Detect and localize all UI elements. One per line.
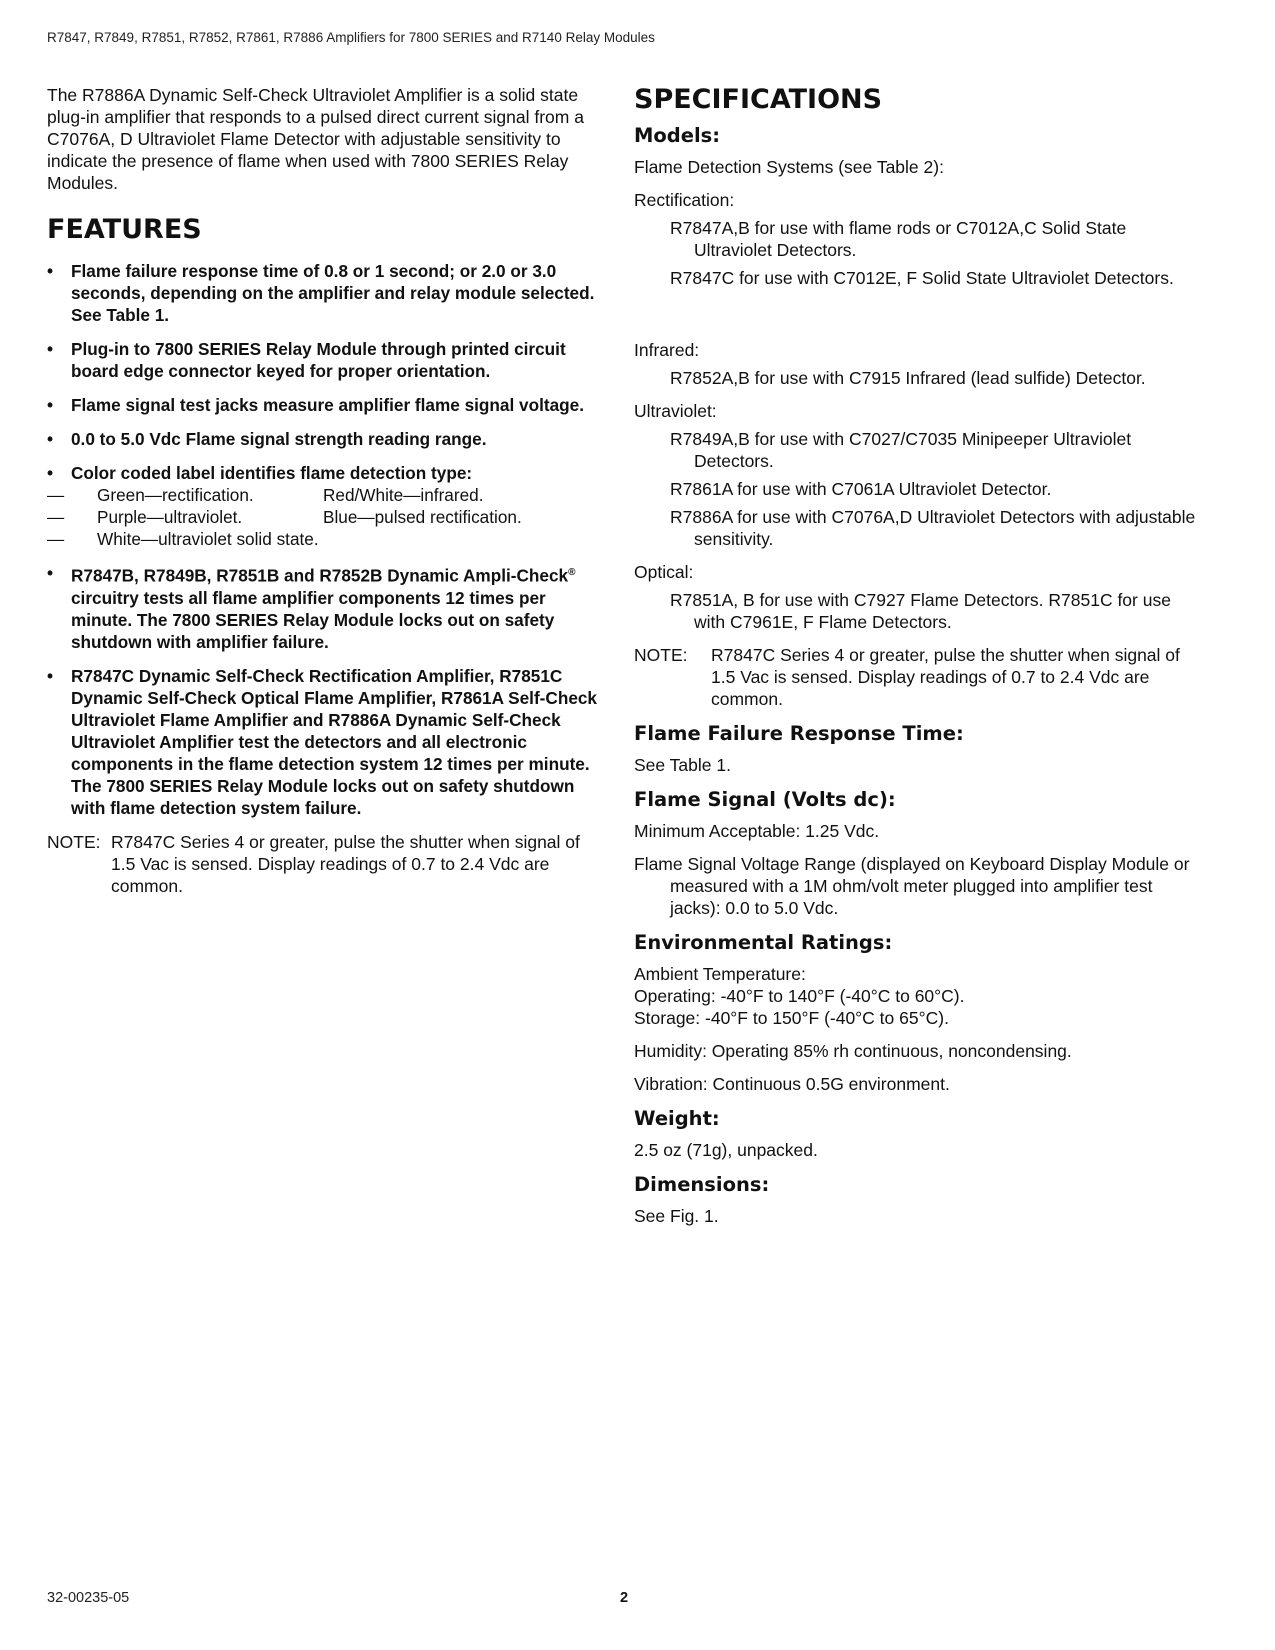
ampli-check-text: R7847B, R7849B, R7851B and R7852B Dynamic Ampli-Check bbox=[71, 565, 569, 586]
weight-text: 2.5 oz (71g), unpacked. bbox=[634, 1140, 818, 1160]
feature-item: • Flame failure response time of 0.8 or 1 second; or 2.0 or 3.0 seconds, depending on the amplifier and relay module selected. See Table 1. bbox=[47, 260, 602, 326]
document-number: 32-00235-05 bbox=[47, 1590, 130, 1606]
infrared-item: R7852A,B for use with C7915 Infrared (lead sulfide) Detector. bbox=[670, 368, 1146, 388]
color-green: Green—rectification. bbox=[97, 485, 254, 505]
specifications-heading: SPECIFICATIONS bbox=[634, 84, 883, 115]
ambient-label: Ambient Temperature: bbox=[634, 964, 806, 984]
operating-temperature: Operating: -40°F to 140°F (-40°C to 60°C). bbox=[634, 986, 965, 1006]
optical-label: Optical: bbox=[634, 562, 694, 582]
humidity: Humidity: Operating 85% rh continuous, noncondensing. bbox=[634, 1041, 1072, 1061]
flame-detection-systems: Flame Detection Systems (see Table 2): bbox=[634, 157, 944, 177]
ultraviolet-item: R7849A,B for use with C7027/C7035 Minipeeper Ultraviolet Detectors. bbox=[670, 429, 1132, 471]
ultraviolet-item: R7861A for use with C7061A Ultraviolet Detector. bbox=[670, 479, 1052, 499]
note-label: NOTE: bbox=[634, 645, 688, 665]
feature-item: • 0.0 to 5.0 Vdc Flame signal strength reading range. bbox=[47, 428, 602, 450]
dash: — bbox=[47, 529, 65, 549]
flame-failure-text: See Table 1. bbox=[634, 755, 731, 775]
storage-temperature: Storage: -40°F to 150°F (-40°C to 65°C). bbox=[634, 1008, 949, 1028]
flame-signal-minimum: Minimum Acceptable: 1.25 Vdc. bbox=[634, 821, 880, 841]
vibration: Vibration: Continuous 0.5G environment. bbox=[634, 1074, 950, 1094]
intro-paragraph: The R7886A Dynamic Self-Check Ultraviolet Amplifier is a solid state plug-in amplifier that responds to a pulsed direct current signal from a C7076A, D Ultraviolet Flame Detector with adjustable sensitivity to indicate the presence of flame when used with 7800 SERIES Relay Modules. bbox=[47, 85, 584, 193]
feature-item: • Plug-in to 7800 SERIES Relay Module through printed circuit board edge connector keyed for proper orientation. bbox=[47, 338, 602, 382]
rectification-label: Rectification: bbox=[634, 190, 735, 210]
note-right bbox=[634, 644, 1199, 710]
flame-failure-heading: Flame Failure Response Time: bbox=[634, 722, 964, 745]
weight-heading: Weight: bbox=[634, 1107, 720, 1130]
feature-item-self-check: • R7847C Dynamic Self-Check Rectification Amplifier, R7851C Dynamic Self-Check Optical Flame Amplifier, R7861A Self-Check Ultraviolet Flame Amplifier and R7886A Dynamic Self-Check Ultraviolet Amplifier test the detectors and all electronic components in the flame detection system 12 times per minute. The 7800 SERIES Relay Module locks out on safety shutdown with flame detection system failure. bbox=[47, 665, 602, 819]
ultraviolet-item: R7886A for use with C7076A,D Ultraviolet Detectors with adjustable sensitivity. bbox=[670, 507, 1196, 549]
color-codes-intro: • Color coded label identifies flame detection type: bbox=[71, 463, 473, 483]
dimensions-text: See Fig. 1. bbox=[634, 1206, 719, 1226]
flame-signal-heading: Flame Signal (Volts dc): bbox=[634, 788, 896, 811]
rectification-item: R7847C for use with C7012E, F Solid State Ultraviolet Detectors. bbox=[670, 268, 1174, 288]
feature-item-color-codes bbox=[47, 462, 602, 550]
note-text: R7847C Series 4 or greater, pulse the shutter when signal of 1.5 Vac is sensed. Display readings of 0.7 to 2.4 Vdc are common. bbox=[711, 645, 1180, 709]
models-heading: Models: bbox=[634, 124, 721, 147]
dash: — bbox=[47, 485, 65, 505]
dash: — bbox=[47, 507, 65, 527]
note-text: R7847C Series 4 or greater, pulse the shutter when signal of 1.5 Vac is sensed. Display readings of 0.7 to 2.4 Vdc are common. bbox=[111, 831, 580, 896]
infrared-label: Infrared: bbox=[634, 340, 700, 360]
feature-item-ampli-check bbox=[47, 562, 602, 653]
right-column bbox=[634, 84, 1199, 1238]
left-column bbox=[47, 84, 602, 897]
dimensions-heading: Dimensions: bbox=[634, 1173, 770, 1196]
page-number: 2 bbox=[620, 1590, 629, 1606]
features-heading: FEATURES bbox=[47, 214, 202, 245]
color-red-white: Red/White—infrared. bbox=[323, 485, 484, 505]
running-header: R7847, R7849, R7851, R7852, R7861, R7886 Amplifiers for 7800 SERIES and R7140 Relay Modules bbox=[47, 30, 655, 45]
optical-item: R7851A, B for use with C7927 Flame Detectors. R7851C for use with C7961E, F Flame Detectors. bbox=[670, 590, 1171, 632]
environmental-heading: Environmental Ratings: bbox=[634, 931, 893, 954]
color-blue: Blue—pulsed rectification. bbox=[323, 507, 522, 527]
note-label: NOTE: bbox=[47, 831, 101, 852]
registered-mark: ® bbox=[568, 567, 576, 578]
ultraviolet-label: Ultraviolet: bbox=[634, 401, 717, 421]
color-purple: Purple—ultraviolet. bbox=[97, 507, 243, 527]
feature-item: • Flame signal test jacks measure amplifier flame signal voltage. bbox=[47, 394, 602, 416]
ampli-check-text-rest: circuitry tests all flame amplifier components 12 times per minute. The 7800 SERIES Relay Module locks out on safety shutdown with amplifier failure. bbox=[71, 587, 555, 652]
flame-signal-range: Flame Signal Voltage Range (displayed on Keyboard Display Module or measured with a 1M ohm/volt meter plugged into amplifier test jacks): 0.0 to 5.0 Vdc. bbox=[634, 854, 1190, 918]
rectification-item: R7847A,B for use with flame rods or C7012A,C Solid State Ultraviolet Detectors. bbox=[670, 218, 1127, 260]
color-white: White—ultraviolet solid state. bbox=[97, 529, 319, 549]
note-left bbox=[47, 831, 602, 897]
features-list bbox=[47, 260, 602, 819]
color-code-grid bbox=[47, 484, 602, 550]
